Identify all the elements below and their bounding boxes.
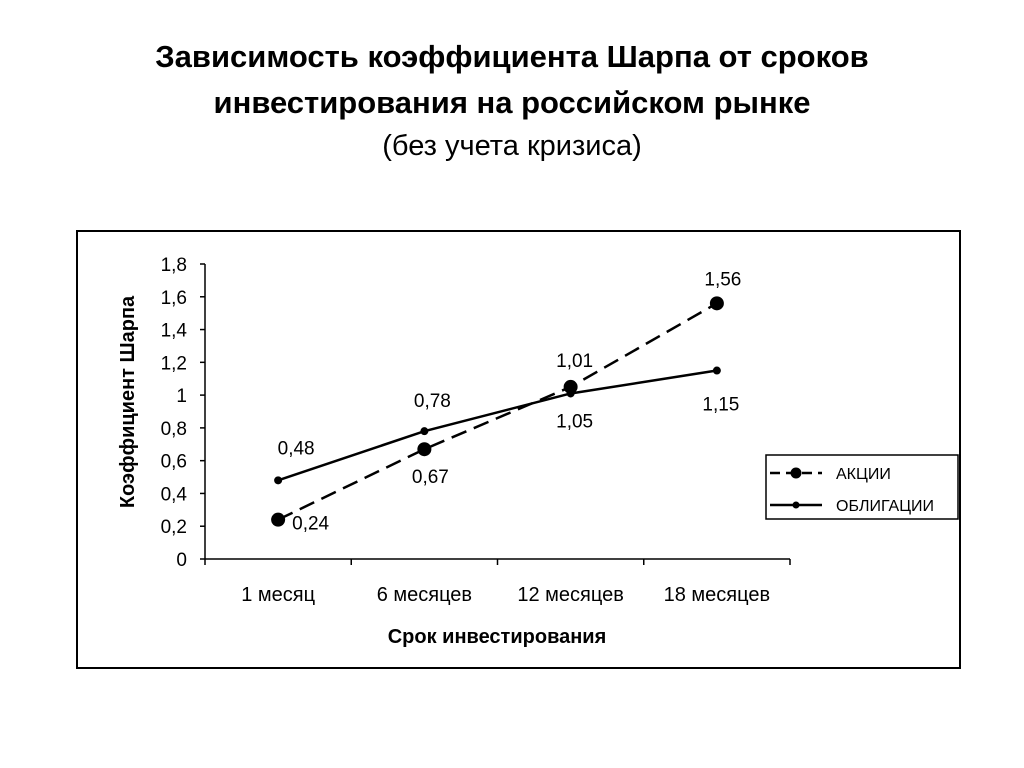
x-categories <box>205 559 790 606</box>
slide-title <box>0 34 1024 166</box>
data-label: 0,78 <box>413 391 451 413</box>
y-ticks <box>161 255 205 571</box>
data-label: 0,67 <box>411 467 449 489</box>
data-point <box>417 442 431 456</box>
legend-akcii-marker <box>791 468 802 479</box>
data-point <box>420 427 428 435</box>
data-label: 0,48 <box>277 438 315 460</box>
legend <box>766 455 958 519</box>
series-layer <box>271 296 724 526</box>
data-point <box>710 296 724 310</box>
y-tick-label: 0,4 <box>160 484 187 506</box>
data-label: 1,15 <box>702 394 740 416</box>
y-tick-label: 1,8 <box>160 255 187 276</box>
data-point <box>274 476 282 484</box>
data-point <box>567 389 575 397</box>
legend-obligacii-label: ОБЛИГАЦИИ <box>836 498 935 515</box>
title-line-1: Зависимость коэффициента Шарпа от сроков <box>155 39 869 74</box>
y-tick-label: 0,8 <box>160 418 187 440</box>
data-point <box>271 513 285 527</box>
data-point <box>713 367 721 375</box>
data-label: 1,05 <box>556 411 594 433</box>
data-label: 1,56 <box>704 269 742 291</box>
legend-akcii-label: АКЦИИ <box>836 466 891 483</box>
x-category-label: 1 месяц <box>241 584 316 606</box>
x-axis-title: Срок инвестирования <box>387 626 607 648</box>
series-line-obligacii <box>278 371 717 481</box>
y-axis-title: Коэффициент Шарпа <box>117 295 139 509</box>
y-tick-label: 1,4 <box>160 320 187 342</box>
sharpe-ratio-chart <box>78 232 963 671</box>
title-line-2: инвестирования на российском рынке <box>213 85 811 120</box>
legend-obligacii-marker <box>793 502 800 509</box>
data-label: 1,01 <box>556 350 594 372</box>
subtitle: (без учета кризиса) <box>382 130 642 162</box>
data-label: 0,24 <box>292 513 330 535</box>
y-tick-label: 0,2 <box>160 517 187 539</box>
y-tick-label: 0,6 <box>160 451 187 473</box>
x-category-label: 12 месяцев <box>517 584 624 606</box>
x-category-label: 18 месяцев <box>663 584 771 606</box>
chart-frame <box>76 230 961 669</box>
y-tick-label: 0 <box>176 550 187 571</box>
y-tick-label: 1 <box>176 386 187 408</box>
data-labels <box>278 269 742 534</box>
x-category-label: 6 месяцев <box>376 584 473 606</box>
y-tick-label: 1,6 <box>160 287 187 309</box>
y-tick-label: 1,2 <box>160 353 187 375</box>
